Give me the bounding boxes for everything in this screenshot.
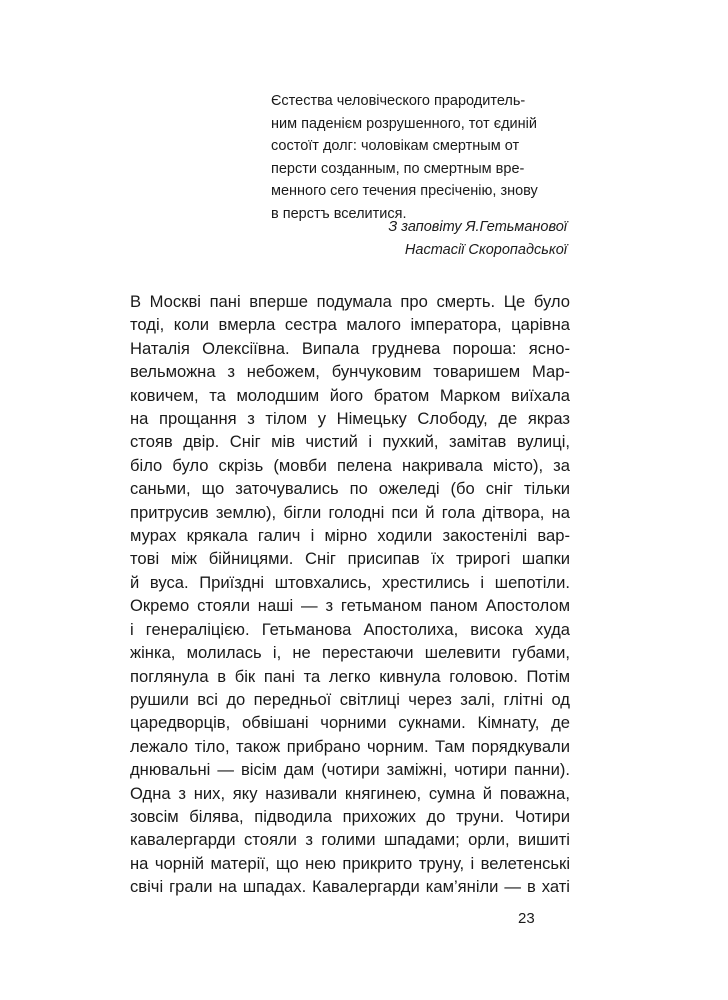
- body-text: [130, 290, 570, 899]
- epigraph-line: ним паденієм розрушенного, тот єдиній: [271, 115, 537, 132]
- body-line: В Москві пані вперше подумала про смерть. Це було: [130, 292, 570, 311]
- body-line: тові між бійницями. Сніг присипав їх трирогі шапки: [130, 549, 570, 569]
- body-line: поглянула в бік пані та легко кивнула головою. Потім: [130, 666, 570, 686]
- epigraph-line: в перстъ вселитися.: [271, 205, 407, 222]
- body-line: на чорній матерії, що нею прикрито труну, і велетенські: [130, 853, 570, 873]
- body-line: тоді, коли вмерла сестра малого імператора, царівна: [130, 315, 570, 335]
- body-line: ковичем, та молодшим його братом Марком виїхала: [130, 385, 570, 405]
- body-line: лежало тіло, також прибрано чорним. Там порядкували: [130, 736, 570, 756]
- body-line: Одна з них, яку називали княгинею, сумна й поважна,: [130, 783, 570, 803]
- attribution-line: Настасії Скоропадської: [404, 242, 567, 258]
- body-line: свічі грали на шпадах. Кавалергарди кам’яніли — в хаті: [130, 877, 570, 897]
- body-line: мурах крякала галич і мірно ходили закостенілі вар-: [130, 526, 570, 546]
- body-line: вельможна з небожем, бунчуковим товаришем Мар-: [130, 362, 570, 382]
- page-number: 23: [518, 910, 535, 927]
- body-line: й вуса. Приїздні штовхались, хрестились і шепотіли.: [130, 572, 570, 592]
- body-line: Окремо стояли наші — з гетьманом паном Апостолом: [130, 596, 570, 616]
- body-line: жінка, молилась і, не перестаючи шелевити губами,: [130, 643, 570, 663]
- body-line: днювальні — вісім дам (чотири заміжні, чотири панни).: [130, 760, 570, 780]
- body-line: стояв двір. Сніг мів чистий і пухкий, замітав вулиці,: [130, 432, 570, 452]
- body-line: притрусив землю), бігли голодні пси й гола дітвора, на: [130, 502, 570, 522]
- epigraph-line: менного сего течения пресіченію, знову: [271, 183, 538, 200]
- body-line: Наталія Олексіївна. Випала груднева пороша: ясно-: [130, 338, 570, 358]
- body-line: і генераліцією. Гетьманова Апостолиха, висока худа: [130, 619, 570, 639]
- epigraph-line: Єстества человіческого прародитель-: [271, 93, 526, 109]
- epigraph-attribution: [271, 216, 567, 262]
- attribution-line: З заповіту Я.Гетьманової: [388, 219, 567, 235]
- epigraph-line: персти созданным, по смертным вре-: [271, 160, 525, 177]
- body-line: саньми, що заточувались по ожеледі (бо сніг тільки: [130, 479, 570, 499]
- epigraph-line: состоїт долг: чоловікам смертным от: [271, 138, 520, 155]
- body-line: зовсім білява, підводила прихожих до труни. Чотири: [130, 806, 570, 826]
- body-line: кавалергарди стояли з голими шпадами; орли, вишиті: [130, 830, 570, 850]
- epigraph: [271, 90, 571, 226]
- body-line: рушили всі до передньої світлиці через залі, глітні од: [130, 689, 570, 709]
- body-line: біло було скрізь (мовби пелена накривала місто), за: [130, 455, 570, 475]
- body-line: царедворців, обвішані чорними сукнами. Кімнату, де: [130, 713, 570, 733]
- body-line: на прощання з тілом у Німецьку Слободу, де якраз: [130, 409, 570, 429]
